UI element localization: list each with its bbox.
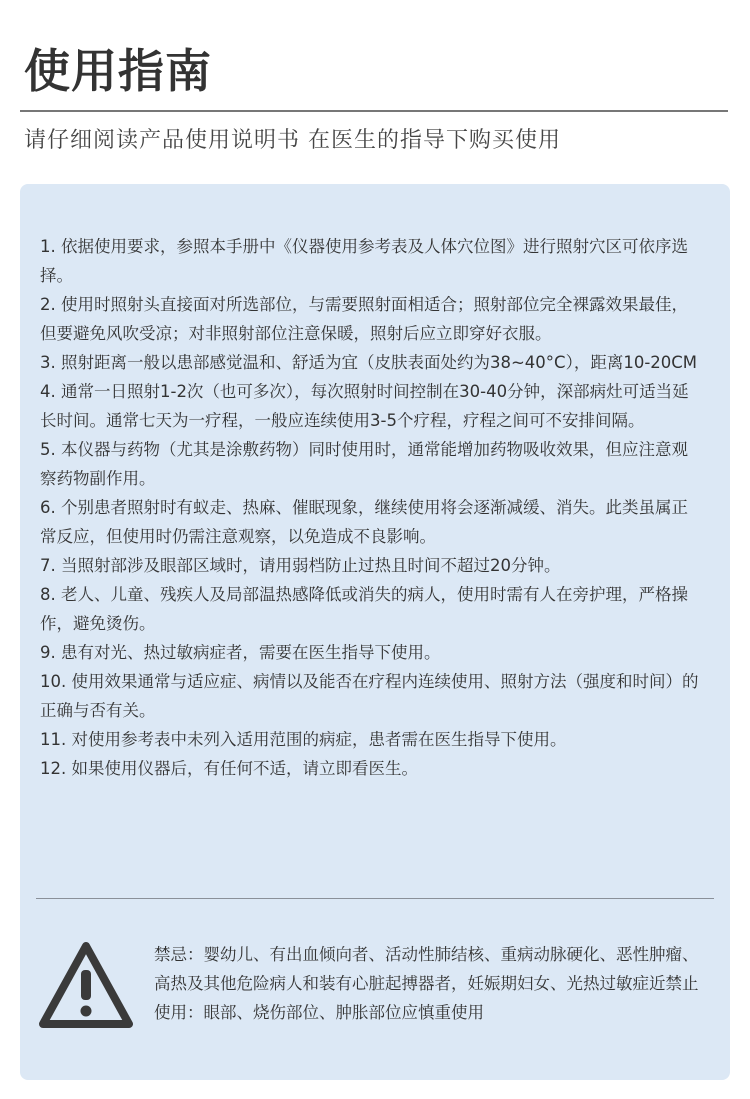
instruction-item-3: 3. 照射距离一般以患部感觉温和、舒适为宜（皮肤表面处约为38~40°C），距离10-20CM xyxy=(40,353,698,372)
page-subtitle: 请仔细阅读产品使用说明书 在医生的指导下购买使用 xyxy=(24,128,561,153)
title-divider xyxy=(20,110,728,112)
warning-divider xyxy=(36,898,714,899)
instruction-item-5: 5. 本仪器与药物（尤其是涂敷药物）同时使用时，通常能增加药物吸收效果，但应注意观察药物副作用。 xyxy=(40,440,688,488)
instruction-item-1: 1. 依据使用要求，参照本手册中《仪器使用参考表及人体穴位图》进行照射穴区可依序选择。 xyxy=(40,237,688,285)
warning-triangle-icon xyxy=(36,938,136,1032)
instruction-item-4: 4. 通常一日照射1-2次（也可多次），每次照射时间控制在30-40分钟，深部病灶可适当延长时间。通常七天为一疗程，一般应连续使用3-5个疗程，疗程之间可不安排间隔。 xyxy=(40,382,689,430)
instruction-item-8: 8. 老人、儿童、残疾人及局部温热感降低或消失的病人，使用时需有人在旁护理，严格操作，避免烫伤。 xyxy=(40,585,688,633)
instructions-list xyxy=(40,232,700,783)
page-title: 使用指南 xyxy=(24,44,212,98)
instruction-item-9: 9. 患有对光、热过敏病症者，需要在医生指导下使用。 xyxy=(40,643,441,662)
instruction-item-6: 6. 个别患者照射时有蚁走、热麻、催眠现象，继续使用将会逐渐减缓、消失。此类虽属正常反应，但使用时仍需注意观察，以免造成不良影响。 xyxy=(40,498,688,546)
instruction-item-2: 2. 使用时照射头直接面对所选部位，与需要照射面相适合；照射部位完全裸露效果最佳，但要避免风吹受凉；对非照射部位注意保暖，照射后应立即穿好衣服。 xyxy=(40,295,688,343)
instruction-item-12: 12. 如果使用仪器后，有任何不适，请立即看医生。 xyxy=(40,759,418,778)
instruction-item-7: 7. 当照射部涉及眼部区域时，请用弱档防止过热且时间不超过20分钟。 xyxy=(40,556,561,575)
instruction-item-10: 10. 使用效果通常与适应症、病情以及能否在疗程内连续使用、照射方法（强度和时间）的正确与否有关。 xyxy=(40,672,699,720)
warning-text: 禁忌：婴幼儿、有出血倾向者、活动性肺结核、重病动脉硬化、恶性肿瘤、高热及其他危险病人和装有心脏起搏器者，妊娠期妇女、光热过敏症近禁止使用：眼部、烧伤部位、肿胀部位应慎重使用 xyxy=(154,945,699,1022)
instruction-item-11: 11. 对使用参考表中未列入适用范围的病症，患者需在医生指导下使用。 xyxy=(40,730,567,749)
